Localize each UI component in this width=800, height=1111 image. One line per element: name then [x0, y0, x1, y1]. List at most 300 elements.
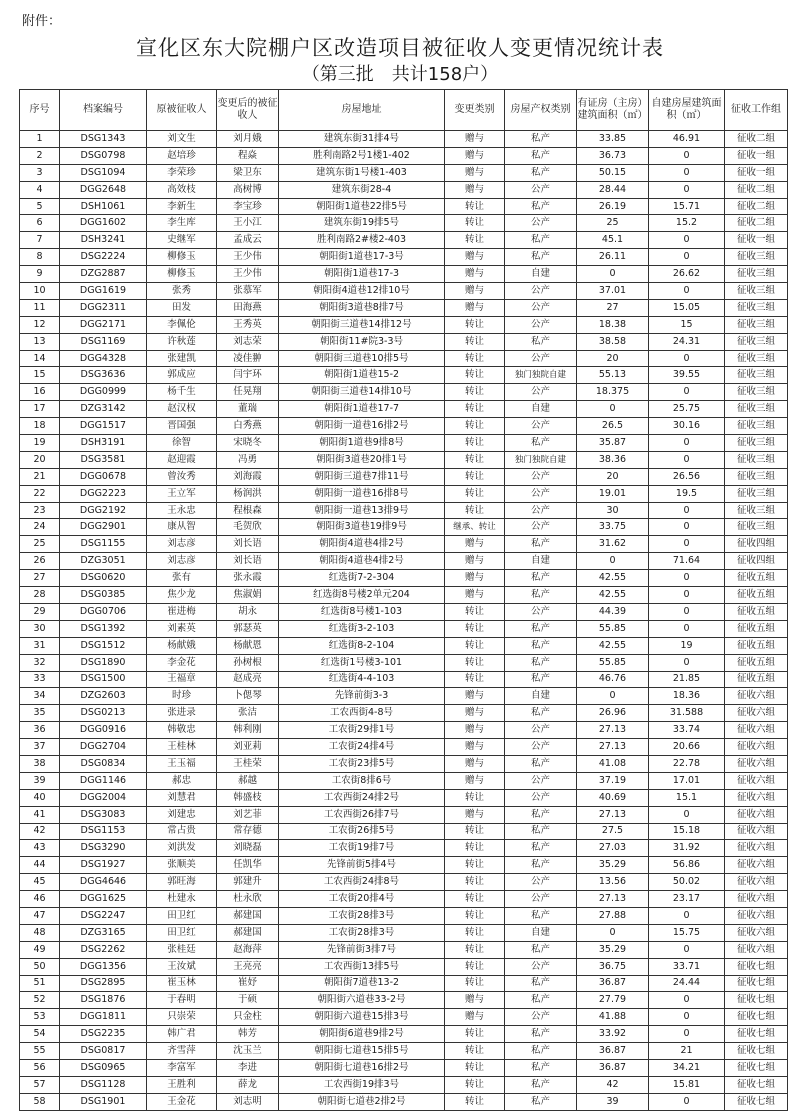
- cell-certified-area: 37.01: [577, 283, 649, 300]
- cell-work-group: 征收三组: [725, 418, 788, 435]
- cell-work-group: 征收一组: [725, 232, 788, 249]
- cell-index: 48: [20, 924, 60, 941]
- cell-file-number: DSG1094: [60, 164, 147, 181]
- cell-change-type: 赠与: [445, 570, 505, 587]
- cell-self-built-area: 21: [649, 1043, 725, 1060]
- cell-certified-area: 40.69: [577, 789, 649, 806]
- cell-file-number: DSG1927: [60, 857, 147, 874]
- cell-change-type: 转让: [445, 891, 505, 908]
- cell-self-built-area: 25.75: [649, 401, 725, 418]
- table-row: [20, 891, 788, 908]
- cell-work-group: 征收三组: [725, 299, 788, 316]
- cell-change-type: 转让: [445, 1059, 505, 1076]
- cell-change-type: 赠与: [445, 164, 505, 181]
- cell-index: 37: [20, 739, 60, 756]
- cell-address: 建筑东街28-4: [279, 181, 445, 198]
- cell-address: 朝阳街1道巷17-3: [279, 266, 445, 283]
- cell-file-number: DSG0817: [60, 1043, 147, 1060]
- cell-index: 45: [20, 874, 60, 891]
- cell-address: 朝阳街七道巷2排2号: [279, 1093, 445, 1110]
- cell-work-group: 征收三组: [725, 283, 788, 300]
- cell-property-type: 私产: [505, 755, 577, 772]
- cell-self-built-area: 15.18: [649, 823, 725, 840]
- cell-change-type: 赠与: [445, 705, 505, 722]
- table-row: [20, 1009, 788, 1026]
- cell-work-group: 征收二组: [725, 215, 788, 232]
- cell-original-owner: 王汝斌: [147, 958, 217, 975]
- cell-change-type: 转让: [445, 215, 505, 232]
- table-row: [20, 316, 788, 333]
- cell-self-built-area: 20.66: [649, 739, 725, 756]
- cell-file-number: DSG1169: [60, 333, 147, 350]
- cell-new-owner: 王秀英: [217, 316, 279, 333]
- cell-original-owner: 时珍: [147, 688, 217, 705]
- cell-new-owner: 王少伟: [217, 266, 279, 283]
- cell-file-number: DGG2311: [60, 299, 147, 316]
- cell-property-type: 公产: [505, 485, 577, 502]
- cell-change-type: 转让: [445, 367, 505, 384]
- cell-change-type: 转让: [445, 232, 505, 249]
- cell-address: 工农西街19排3号: [279, 1076, 445, 1093]
- cell-work-group: 征收六组: [725, 907, 788, 924]
- cell-index: 27: [20, 570, 60, 587]
- cell-certified-area: 33.75: [577, 519, 649, 536]
- cell-new-owner: 于硕: [217, 992, 279, 1009]
- cell-file-number: DGG0916: [60, 722, 147, 739]
- cell-certified-area: 27.13: [577, 739, 649, 756]
- cell-address: 工农街28排3号: [279, 924, 445, 941]
- cell-certified-area: 27.13: [577, 722, 649, 739]
- cell-address: 朝阳街4道巷4排2号: [279, 553, 445, 570]
- cell-certified-area: 0: [577, 924, 649, 941]
- cell-original-owner: 张建凯: [147, 350, 217, 367]
- cell-work-group: 征收六组: [725, 941, 788, 958]
- cell-property-type: 私产: [505, 1076, 577, 1093]
- cell-certified-area: 42.55: [577, 587, 649, 604]
- table-row: [20, 485, 788, 502]
- cell-address: 朝阳街3道巷20排1号: [279, 451, 445, 468]
- cell-file-number: DGG1619: [60, 283, 147, 300]
- cell-change-type: 赠与: [445, 536, 505, 553]
- cell-certified-area: 36.87: [577, 1059, 649, 1076]
- cell-new-owner: 董瑞: [217, 401, 279, 418]
- cell-new-owner: 高树博: [217, 181, 279, 198]
- cell-work-group: 征收三组: [725, 367, 788, 384]
- cell-new-owner: 韩芳: [217, 1026, 279, 1043]
- cell-change-type: 赠与: [445, 131, 505, 148]
- cell-address: 工农街8排6号: [279, 772, 445, 789]
- cell-self-built-area: 0: [649, 603, 725, 620]
- cell-work-group: 征收六组: [725, 823, 788, 840]
- cell-original-owner: 史继军: [147, 232, 217, 249]
- table-row: [20, 215, 788, 232]
- table-row: [20, 333, 788, 350]
- cell-original-owner: 张秀: [147, 283, 217, 300]
- cell-change-type: 赠与: [445, 299, 505, 316]
- cell-certified-area: 20: [577, 350, 649, 367]
- cell-index: 52: [20, 992, 60, 1009]
- cell-file-number: DSG2247: [60, 907, 147, 924]
- statistics-table: [19, 89, 788, 1111]
- cell-new-owner: 郭瑟英: [217, 620, 279, 637]
- cell-address: 建筑东街1号楼1-403: [279, 164, 445, 181]
- table-row: [20, 384, 788, 401]
- table-row: [20, 1076, 788, 1093]
- cell-original-owner: 王玉福: [147, 755, 217, 772]
- cell-change-type: 转让: [445, 350, 505, 367]
- cell-index: 38: [20, 755, 60, 772]
- cell-file-number: DZG3165: [60, 924, 147, 941]
- cell-certified-area: 55.13: [577, 367, 649, 384]
- cell-change-type: 转让: [445, 316, 505, 333]
- header-index: 序号: [20, 90, 60, 131]
- cell-change-type: 转让: [445, 502, 505, 519]
- cell-file-number: DGG2004: [60, 789, 147, 806]
- cell-original-owner: 王桂林: [147, 739, 217, 756]
- cell-property-type: 私产: [505, 671, 577, 688]
- cell-self-built-area: 15.2: [649, 215, 725, 232]
- cell-certified-area: 36.75: [577, 958, 649, 975]
- cell-file-number: DZG3051: [60, 553, 147, 570]
- cell-file-number: DSG0620: [60, 570, 147, 587]
- cell-new-owner: 只金柱: [217, 1009, 279, 1026]
- cell-file-number: DZG3142: [60, 401, 147, 418]
- cell-work-group: 征收三组: [725, 485, 788, 502]
- cell-address: 朝阳街一道巷16排2号: [279, 418, 445, 435]
- cell-property-type: 私产: [505, 147, 577, 164]
- cell-original-owner: 曾汝秀: [147, 468, 217, 485]
- cell-original-owner: 柳修玉: [147, 266, 217, 283]
- table-row: [20, 451, 788, 468]
- cell-index: 30: [20, 620, 60, 637]
- cell-file-number: DSG3290: [60, 840, 147, 857]
- cell-index: 12: [20, 316, 60, 333]
- cell-index: 34: [20, 688, 60, 705]
- cell-address: 朝阳街六道巷33-2号: [279, 992, 445, 1009]
- cell-self-built-area: 56.86: [649, 857, 725, 874]
- cell-original-owner: 李新生: [147, 198, 217, 215]
- cell-address: 胜利南路2号1楼1-402: [279, 147, 445, 164]
- cell-change-type: 转让: [445, 1076, 505, 1093]
- cell-property-type: 私产: [505, 620, 577, 637]
- table-row: [20, 907, 788, 924]
- cell-work-group: 征收六组: [725, 722, 788, 739]
- cell-property-type: 私产: [505, 975, 577, 992]
- table-row: [20, 806, 788, 823]
- cell-certified-area: 36.73: [577, 147, 649, 164]
- cell-work-group: 征收一组: [725, 147, 788, 164]
- cell-index: 47: [20, 907, 60, 924]
- cell-work-group: 征收三组: [725, 333, 788, 350]
- table-row: [20, 722, 788, 739]
- cell-work-group: 征收四组: [725, 536, 788, 553]
- cell-address: 红选街4-4-103: [279, 671, 445, 688]
- cell-new-owner: 郝建国: [217, 924, 279, 941]
- cell-original-owner: 刘志彦: [147, 553, 217, 570]
- cell-certified-area: 42.55: [577, 637, 649, 654]
- cell-property-type: 私产: [505, 131, 577, 148]
- cell-index: 43: [20, 840, 60, 857]
- cell-file-number: DSG0798: [60, 147, 147, 164]
- cell-file-number: DGG1625: [60, 891, 147, 908]
- cell-change-type: 转让: [445, 333, 505, 350]
- cell-index: 54: [20, 1026, 60, 1043]
- cell-file-number: DGG0706: [60, 603, 147, 620]
- cell-work-group: 征收五组: [725, 654, 788, 671]
- cell-certified-area: 25: [577, 215, 649, 232]
- cell-original-owner: 崔玉林: [147, 975, 217, 992]
- cell-original-owner: 刘慧君: [147, 789, 217, 806]
- cell-address: 朝阳街一道巷13排9号: [279, 502, 445, 519]
- cell-file-number: DSG0385: [60, 587, 147, 604]
- cell-new-owner: 刘长语: [217, 553, 279, 570]
- cell-property-type: 公产: [505, 502, 577, 519]
- cell-self-built-area: 0: [649, 587, 725, 604]
- cell-self-built-area: 24.31: [649, 333, 725, 350]
- table-row: [20, 705, 788, 722]
- cell-property-type: 私产: [505, 249, 577, 266]
- cell-change-type: 转让: [445, 975, 505, 992]
- cell-new-owner: 宋晓冬: [217, 435, 279, 452]
- table-row: [20, 587, 788, 604]
- cell-new-owner: 任晃翔: [217, 384, 279, 401]
- cell-index: 57: [20, 1076, 60, 1093]
- cell-index: 13: [20, 333, 60, 350]
- cell-property-type: 私产: [505, 806, 577, 823]
- cell-original-owner: 崔进梅: [147, 603, 217, 620]
- table-row: [20, 789, 788, 806]
- cell-work-group: 征收五组: [725, 587, 788, 604]
- cell-new-owner: 张慕军: [217, 283, 279, 300]
- cell-property-type: 公产: [505, 181, 577, 198]
- cell-property-type: 私产: [505, 992, 577, 1009]
- cell-work-group: 征收六组: [725, 772, 788, 789]
- cell-change-type: 赠与: [445, 772, 505, 789]
- cell-address: 工农西街13排5号: [279, 958, 445, 975]
- cell-property-type: 私产: [505, 232, 577, 249]
- cell-address: 工农西街26排7号: [279, 806, 445, 823]
- cell-work-group: 征收六组: [725, 806, 788, 823]
- cell-original-owner: 郝忠: [147, 772, 217, 789]
- cell-change-type: 转让: [445, 451, 505, 468]
- cell-original-owner: 王金花: [147, 1093, 217, 1110]
- cell-certified-area: 45.1: [577, 232, 649, 249]
- cell-work-group: 征收七组: [725, 958, 788, 975]
- cell-certified-area: 44.39: [577, 603, 649, 620]
- document-subtitle: （第三批 共计158户）: [301, 64, 499, 85]
- cell-self-built-area: 0: [649, 620, 725, 637]
- cell-self-built-area: 24.44: [649, 975, 725, 992]
- cell-change-type: 赠与: [445, 553, 505, 570]
- cell-work-group: 征收六组: [725, 705, 788, 722]
- cell-index: 16: [20, 384, 60, 401]
- cell-address: 工农街24排4号: [279, 739, 445, 756]
- cell-original-owner: 李佩伦: [147, 316, 217, 333]
- cell-address: 建筑东街19排5号: [279, 215, 445, 232]
- cell-file-number: DGG4328: [60, 350, 147, 367]
- cell-certified-area: 39: [577, 1093, 649, 1110]
- cell-new-owner: 张永霞: [217, 570, 279, 587]
- table-row: [20, 620, 788, 637]
- cell-certified-area: 27: [577, 299, 649, 316]
- cell-change-type: 转让: [445, 384, 505, 401]
- cell-self-built-area: 39.55: [649, 367, 725, 384]
- cell-property-type: 公产: [505, 722, 577, 739]
- cell-address: 红选街1号楼3-101: [279, 654, 445, 671]
- cell-address: 朝阳街11#院3-3号: [279, 333, 445, 350]
- cell-property-type: 独门独院自建: [505, 451, 577, 468]
- table-row: [20, 401, 788, 418]
- cell-new-owner: 韩利刚: [217, 722, 279, 739]
- cell-self-built-area: 0: [649, 164, 725, 181]
- cell-original-owner: 张有: [147, 570, 217, 587]
- cell-original-owner: 康从智: [147, 519, 217, 536]
- cell-new-owner: 刘长语: [217, 536, 279, 553]
- cell-self-built-area: 0: [649, 1093, 725, 1110]
- cell-new-owner: 刘海霞: [217, 468, 279, 485]
- cell-address: 朝阳街3道巷19排9号: [279, 519, 445, 536]
- header-self-built-area: 自建房屋建筑面积（㎡）: [649, 90, 725, 131]
- cell-new-owner: 杨润洪: [217, 485, 279, 502]
- cell-file-number: DSG0213: [60, 705, 147, 722]
- cell-certified-area: 35.29: [577, 857, 649, 874]
- cell-self-built-area: 0: [649, 232, 725, 249]
- cell-self-built-area: 0: [649, 536, 725, 553]
- cell-file-number: DSG1890: [60, 654, 147, 671]
- cell-self-built-area: 30.16: [649, 418, 725, 435]
- table-row: [20, 823, 788, 840]
- table-row: [20, 570, 788, 587]
- cell-file-number: DZG2603: [60, 688, 147, 705]
- cell-address: 建筑东街31排4号: [279, 131, 445, 148]
- cell-self-built-area: 0: [649, 249, 725, 266]
- cell-index: 31: [20, 637, 60, 654]
- cell-address: 朝阳街3道巷8排7号: [279, 299, 445, 316]
- cell-file-number: DSH1061: [60, 198, 147, 215]
- cell-certified-area: 27.79: [577, 992, 649, 1009]
- cell-index: 28: [20, 587, 60, 604]
- cell-self-built-area: 71.64: [649, 553, 725, 570]
- table-header-row: [20, 90, 788, 131]
- cell-self-built-area: 15: [649, 316, 725, 333]
- cell-self-built-area: 46.91: [649, 131, 725, 148]
- cell-change-type: 赠与: [445, 806, 505, 823]
- cell-self-built-area: 19: [649, 637, 725, 654]
- cell-work-group: 征收六组: [725, 924, 788, 941]
- cell-certified-area: 33.92: [577, 1026, 649, 1043]
- cell-new-owner: 刘志荣: [217, 333, 279, 350]
- cell-original-owner: 高效枝: [147, 181, 217, 198]
- cell-change-type: 转让: [445, 671, 505, 688]
- cell-change-type: 转让: [445, 418, 505, 435]
- cell-new-owner: 毛贺欣: [217, 519, 279, 536]
- cell-work-group: 征收六组: [725, 874, 788, 891]
- cell-self-built-area: 15.05: [649, 299, 725, 316]
- cell-index: 41: [20, 806, 60, 823]
- cell-index: 33: [20, 671, 60, 688]
- cell-new-owner: 薛龙: [217, 1076, 279, 1093]
- cell-address: 工农街20排4号: [279, 891, 445, 908]
- cell-file-number: DGG0678: [60, 468, 147, 485]
- cell-new-owner: 常存德: [217, 823, 279, 840]
- table-row: [20, 688, 788, 705]
- cell-certified-area: 26.5: [577, 418, 649, 435]
- cell-address: 先锋前街5排4号: [279, 857, 445, 874]
- table-body: [20, 131, 788, 1111]
- table-row: [20, 435, 788, 452]
- cell-self-built-area: 0: [649, 435, 725, 452]
- cell-address: 朝阳街1道巷17-7: [279, 401, 445, 418]
- cell-certified-area: 26.19: [577, 198, 649, 215]
- cell-work-group: 征收二组: [725, 181, 788, 198]
- cell-new-owner: 刘晓磊: [217, 840, 279, 857]
- cell-original-owner: 郭旺海: [147, 874, 217, 891]
- cell-work-group: 征收五组: [725, 671, 788, 688]
- table-row: [20, 198, 788, 215]
- table-row: [20, 992, 788, 1009]
- cell-file-number: DSG2262: [60, 941, 147, 958]
- cell-property-type: 私产: [505, 857, 577, 874]
- cell-certified-area: 27.03: [577, 840, 649, 857]
- cell-property-type: 私产: [505, 840, 577, 857]
- cell-original-owner: 赵汉权: [147, 401, 217, 418]
- cell-new-owner: 王桂荣: [217, 755, 279, 772]
- cell-index: 36: [20, 722, 60, 739]
- cell-address: 朝阳街1道巷15-2: [279, 367, 445, 384]
- cell-work-group: 征收三组: [725, 519, 788, 536]
- table-row: [20, 874, 788, 891]
- cell-file-number: DSG2224: [60, 249, 147, 266]
- cell-work-group: 征收三组: [725, 502, 788, 519]
- cell-change-type: 转让: [445, 468, 505, 485]
- cell-file-number: DSG3083: [60, 806, 147, 823]
- cell-work-group: 征收六组: [725, 840, 788, 857]
- cell-self-built-area: 0: [649, 941, 725, 958]
- cell-change-type: 转让: [445, 198, 505, 215]
- cell-index: 10: [20, 283, 60, 300]
- cell-certified-area: 27.13: [577, 806, 649, 823]
- table-row: [20, 519, 788, 536]
- table-row: [20, 147, 788, 164]
- table-row: [20, 739, 788, 756]
- cell-index: 51: [20, 975, 60, 992]
- cell-index: 53: [20, 1009, 60, 1026]
- cell-file-number: DGG2223: [60, 485, 147, 502]
- cell-new-owner: 白秀燕: [217, 418, 279, 435]
- cell-original-owner: 田卫红: [147, 924, 217, 941]
- cell-change-type: 转让: [445, 435, 505, 452]
- cell-new-owner: 程焱: [217, 147, 279, 164]
- cell-property-type: 自建: [505, 401, 577, 418]
- cell-original-owner: 杨献娥: [147, 637, 217, 654]
- cell-new-owner: 刘志明: [217, 1093, 279, 1110]
- cell-address: 工农西街4-8号: [279, 705, 445, 722]
- cell-change-type: 转让: [445, 1043, 505, 1060]
- cell-address: 朝阳街4道巷12排10号: [279, 283, 445, 300]
- cell-change-type: 转让: [445, 874, 505, 891]
- cell-work-group: 征收三组: [725, 401, 788, 418]
- cell-address: 工农西街24排2号: [279, 789, 445, 806]
- cell-index: 7: [20, 232, 60, 249]
- cell-address: 朝阳街六道巷15排3号: [279, 1009, 445, 1026]
- cell-address: 工农街28排3号: [279, 907, 445, 924]
- table-row: [20, 350, 788, 367]
- cell-new-owner: 刘月娥: [217, 131, 279, 148]
- cell-index: 6: [20, 215, 60, 232]
- cell-property-type: 公产: [505, 603, 577, 620]
- cell-self-built-area: 0: [649, 283, 725, 300]
- cell-property-type: 公产: [505, 418, 577, 435]
